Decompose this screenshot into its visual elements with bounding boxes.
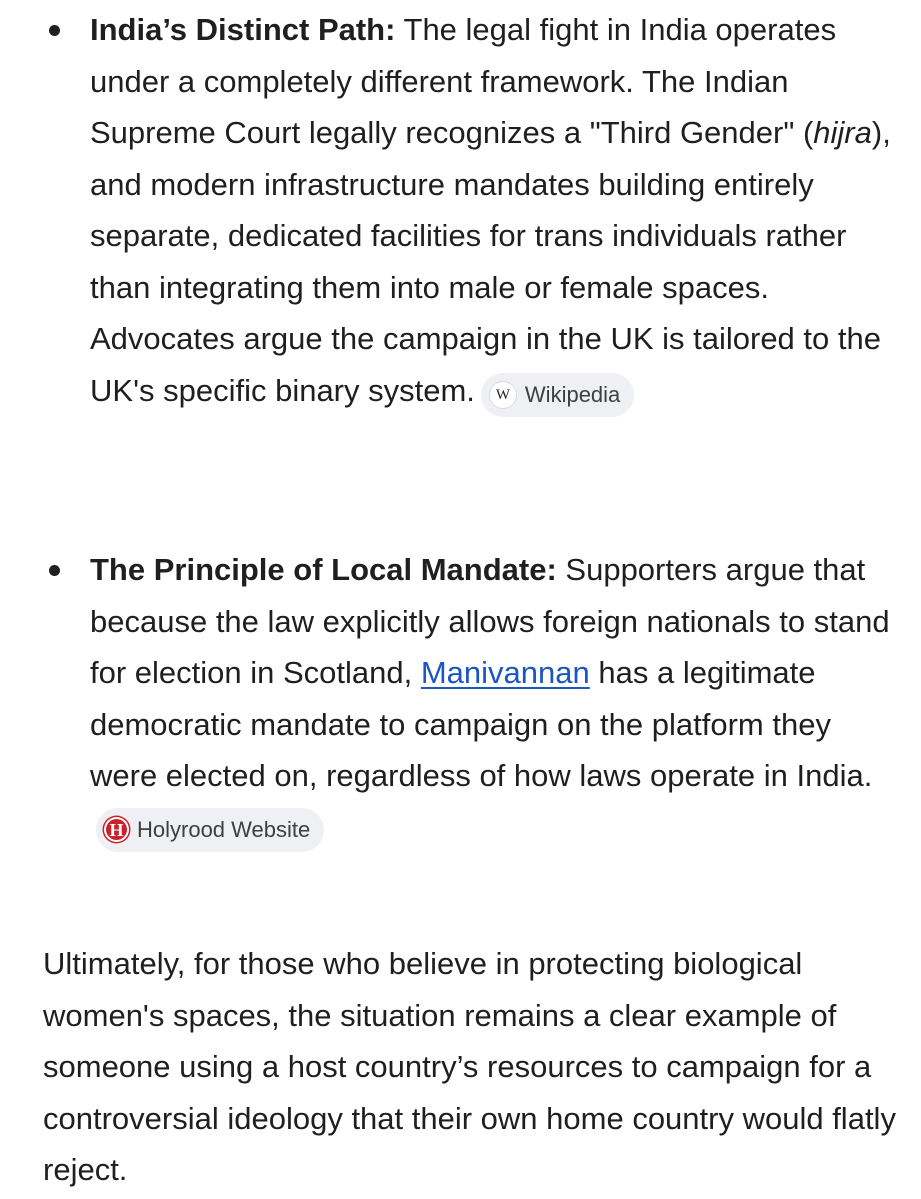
source-chip-holyrood[interactable] <box>96 808 324 852</box>
list-item-body-cont: has a legitimate democratic mandate to campaign on the platform they were elected on, regardless of how laws operate in India. <box>90 655 873 793</box>
emphasis-term: hijra <box>813 115 872 150</box>
source-chip-wikipedia[interactable] <box>481 373 634 417</box>
list-item-body: The legal fight in India operates under a completely different framework. The Indian Supreme Court legally recognizes a "Third Gender" ( <box>90 12 837 150</box>
bullet-dot <box>49 25 60 36</box>
source-chip-label: Wikipedia <box>524 381 621 407</box>
closing-paragraph: Ultimately, for those who believe in protecting biological women's spaces, the situation remains a clear example of someone using a host country’s resources to campaign for a controversial ideology that their own home country would flatly reject. <box>43 946 896 1187</box>
list-item-text <box>90 4 901 417</box>
wikipedia-w-icon: W <box>489 381 517 409</box>
holyrood-h-icon: H <box>104 817 129 842</box>
list-item-body: Supporters argue that because the law explicitly allows foreign nationals to stand for election in Scotland, <box>90 552 890 690</box>
source-chip-label: Holyrood Website <box>137 816 311 842</box>
list-item-lead: The Principle of Local Mandate: <box>90 552 557 587</box>
list-item-lead: India’s Distinct Path: <box>90 12 396 47</box>
bullet-dot <box>49 565 60 576</box>
list-item-text <box>90 544 901 853</box>
manivannan-link[interactable]: Manivannan <box>420 655 590 690</box>
list-item <box>0 4 921 417</box>
list-item <box>0 544 921 853</box>
list-item-body-cont: ), and modern infrastructure mandates building entirely separate, dedicated facilities for trans individuals rather than integrating them into male or female spaces. Advocates argue the campaign in the UK is tailored to the UK's specific binary system. <box>90 115 891 408</box>
